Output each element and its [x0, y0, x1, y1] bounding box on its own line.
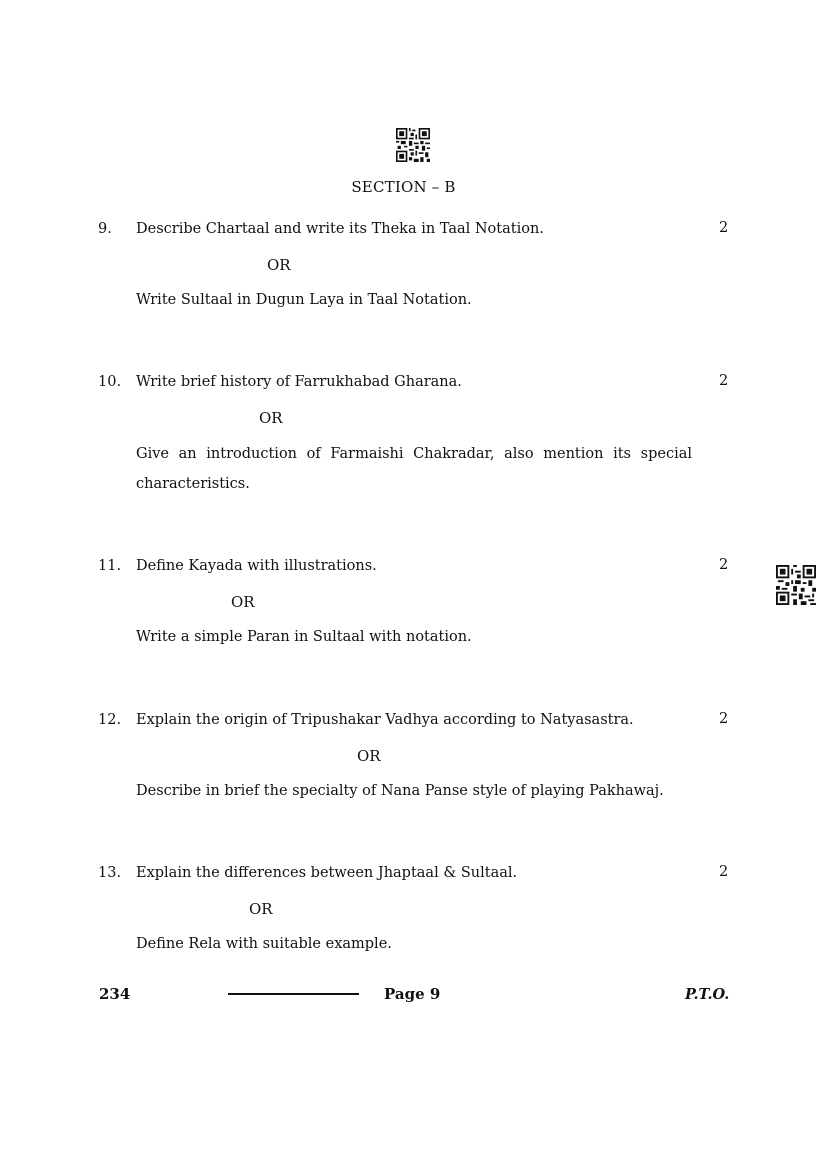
question-marks: 2 [719, 220, 729, 236]
question-marks: 2 [719, 373, 729, 389]
alternative-question-text: Give an introduction of Farmaishi Chakradar, also mention its special characteristics. [136, 446, 692, 492]
section-heading: SECTION – B [351, 178, 456, 196]
question-text: Explain the differences between Jhaptaal & Sultaal. [136, 865, 518, 881]
or-separator: OR [249, 900, 273, 918]
question-text: Write brief history of Farrukhabad Gharana. [136, 374, 462, 390]
paper-code: 234 [99, 985, 131, 1003]
alternative-question-text: Write a simple Paran in Sultaal with notation. [136, 629, 472, 645]
question-text: Describe Chartaal and write its Theka in Taal Notation. [136, 221, 544, 237]
page-number: Page 9 [384, 985, 441, 1003]
or-separator: OR [267, 256, 291, 274]
question-text: Define Kayada with illustrations. [136, 558, 377, 574]
question-number: 13. [98, 865, 122, 881]
alternative-question-text: Write Sultaal in Dugun Laya in Taal Notation. [136, 292, 472, 308]
or-separator: OR [357, 747, 381, 765]
question-text: Explain the origin of Tripushakar Vadhya according to Natyasastra. [136, 712, 634, 728]
qr-code-top [396, 128, 430, 162]
or-separator: OR [259, 409, 283, 427]
or-separator: OR [231, 593, 255, 611]
qr-code-side [776, 565, 816, 605]
question-marks: 2 [719, 711, 729, 727]
question-number: 10. [98, 374, 122, 390]
pto-label: P.T.O. [685, 986, 730, 1003]
alternative-question-text: Define Rela with suitable example. [136, 936, 392, 952]
alternative-question-text: Describe in brief the specialty of Nana Panse style of playing Pakhawaj. [136, 783, 664, 799]
footer-rule [228, 993, 359, 995]
question-number: 9. [98, 221, 112, 237]
question-marks: 2 [719, 557, 729, 573]
question-number: 12. [98, 712, 122, 728]
question-number: 11. [98, 558, 122, 574]
question-marks: 2 [719, 864, 729, 880]
